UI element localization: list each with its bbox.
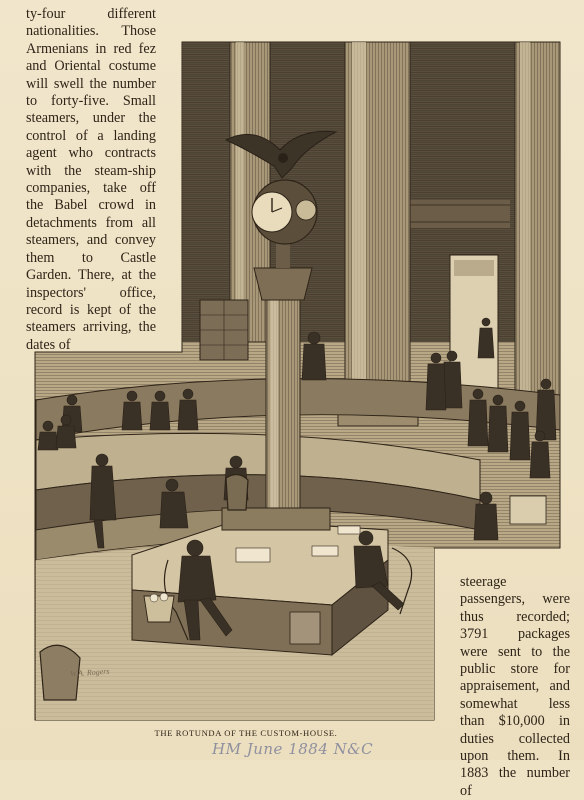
engraver-signature: W.A. Rogers xyxy=(69,666,110,679)
article-paragraph-bottom: steerage passengers, were thus recorded; 3791 packages were sent to the public store for appraisement, and somewhat less than $10,000 in duties collected upon them. In 1883 the number of xyxy=(460,574,570,799)
handwritten-catalog-note: HM June 1884 N&C xyxy=(212,740,374,758)
clock-icon xyxy=(252,180,317,244)
article-paragraph-top: ty-four different nationalities. Those Armenians in red fez and Oriental costume will swell the number to forty-five. Small steamers, under the control of a landing agent who contracts with the steam-ship companies, take off the Babel crowd in detachments from all steamers, and convey them to Castle Garden. There, at the inspectors' office, record is kept of the steamers arriving, the dates of xyxy=(26,6,156,353)
article-text-column-bottom xyxy=(460,574,570,800)
illustration-caption: THE ROTUNDA OF THE CUSTOM-HOUSE. xyxy=(154,728,338,738)
basket-icon xyxy=(144,593,174,622)
